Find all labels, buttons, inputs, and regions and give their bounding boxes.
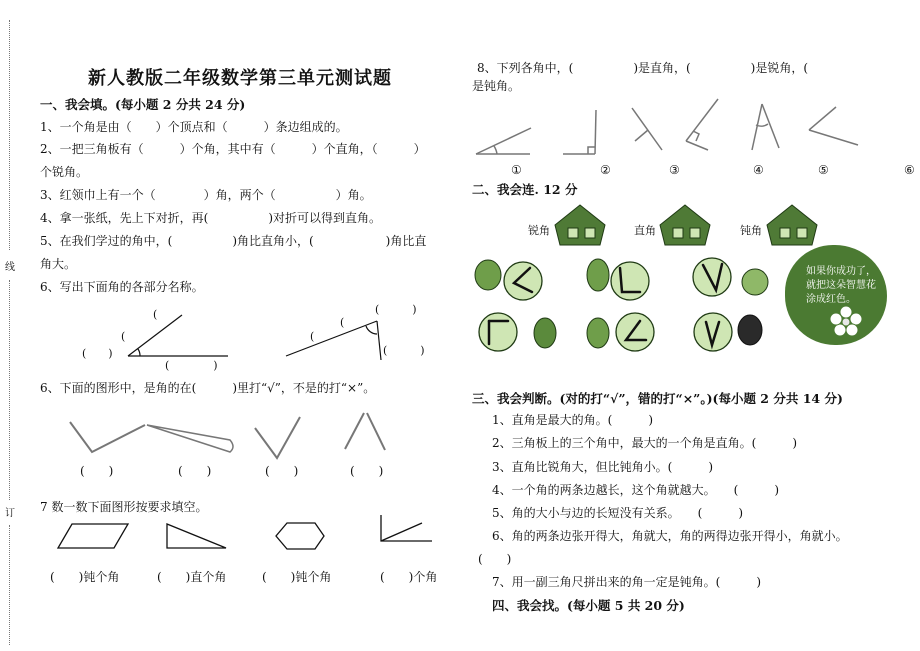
q3-line: 3、红领巾上有一个（ ）角，两个（ ）角。 <box>40 188 372 202</box>
hint-bubble-text: 如果你成功了，就把这朵智慧花涂成红色。 <box>806 266 876 305</box>
svg-text:( ): ( ) <box>178 464 212 478</box>
svg-text:( ): ( ) <box>375 303 417 316</box>
side-mark-bind: 订 <box>5 508 15 519</box>
q7-line: 7 数一数下面图形按要求填空。 <box>40 500 208 514</box>
section4-heading: 四、我会找。(每小题 5 共 20 分) <box>492 598 685 613</box>
q8-num-2: ② <box>600 163 611 177</box>
q2-line: 2、一把三角板有（ ）个角，其中有（ ）个直角，（ ） <box>40 142 426 156</box>
svg-text:( ): ( ) <box>165 359 218 372</box>
q8-num-5: ⑤ <box>818 163 829 177</box>
section3-heading: 三、我会判断。(对的打“√”，错的打“×”。)(每小题 2 分共 14 分) <box>472 391 843 406</box>
house-label-obtuse: 钝角 <box>740 224 762 237</box>
q1-line: 1、一个角是由（ ）个顶点和（ ）条边组成的。 <box>40 120 348 134</box>
house-label-right: 直角 <box>634 224 656 237</box>
svg-text:( ): ( ) <box>383 344 425 357</box>
house-label-acute: 锐角 <box>528 224 550 237</box>
q8-num-4: ④ <box>753 163 764 177</box>
q7-label-4: ( )个角 <box>380 570 438 584</box>
section2-heading: 二、我会连. 12 分 <box>472 182 578 197</box>
judge-item-5: 5、角的大小与边的长短没有关系。 ( ) <box>492 506 743 520</box>
judge-item-4: 4、一个角的两条边越长，这个角就越大。 ( ) <box>492 483 780 497</box>
q7-label-2: ( )直个角 <box>157 570 227 584</box>
q8-num-3: ③ <box>669 163 680 177</box>
q2-line-cont: 个锐角。 <box>40 165 89 179</box>
judge-item-6: 6、角的两条边张开得大，角就大，角的两得边张开得小，角就小。 <box>492 529 848 543</box>
svg-text:(: ( <box>153 308 158 321</box>
q5-line: 5、在我们学过的角中，( )角比直角小，( )角比直 <box>40 234 427 248</box>
judge-item-1: 1、直角是最大的角。( ) <box>492 413 653 427</box>
q8-line-cont: 是钝角。 <box>472 79 521 93</box>
svg-text:(: ( <box>340 316 345 329</box>
q4-line: 4、拿一张纸，先上下对折，再( )对折可以得到直角。 <box>40 211 382 225</box>
q8-num-1: ① <box>511 163 522 177</box>
svg-text:( ): ( ) <box>350 464 384 478</box>
q6b-line: 6、下面的图形中，是角的在( )里打“√”，不是的打“×”。 <box>40 381 376 395</box>
svg-text:( ): ( ) <box>265 464 299 478</box>
q5-line-cont: 角大。 <box>40 257 77 271</box>
section1-heading: 一、我会填。(每小题 2 分共 24 分) <box>40 97 246 112</box>
q7-label-3: ( )钝个角 <box>262 570 332 584</box>
page-title: 新人教版二年级数学第三单元测试题 <box>88 68 392 89</box>
q8-num-6: ⑥ <box>904 163 915 177</box>
q7-label-1: ( )钝个角 <box>50 570 120 584</box>
judge-item-3: 3、直角比锐角大，但比钝角小。( ) <box>492 460 713 474</box>
side-mark-line: 线 <box>5 262 15 273</box>
q8-line: 8、下列各角中，( )是直角，( )是锐角，( <box>477 61 809 75</box>
q6-line: 6、写出下面角的各部分名称。 <box>40 280 204 294</box>
svg-text:( ): ( ) <box>80 464 114 478</box>
svg-text:(: ( <box>121 330 126 343</box>
judge-item-7: 7、用一副三角尺拼出来的角一定是钝角。( ) <box>492 575 761 589</box>
judge-item-2: 2、三角板上的三个角中，最大的一个角是直角。( ) <box>492 436 798 450</box>
svg-text:( ): ( ) <box>82 347 113 360</box>
svg-text:(: ( <box>310 330 315 343</box>
judge-item-6-cont: ( ) <box>478 552 512 566</box>
